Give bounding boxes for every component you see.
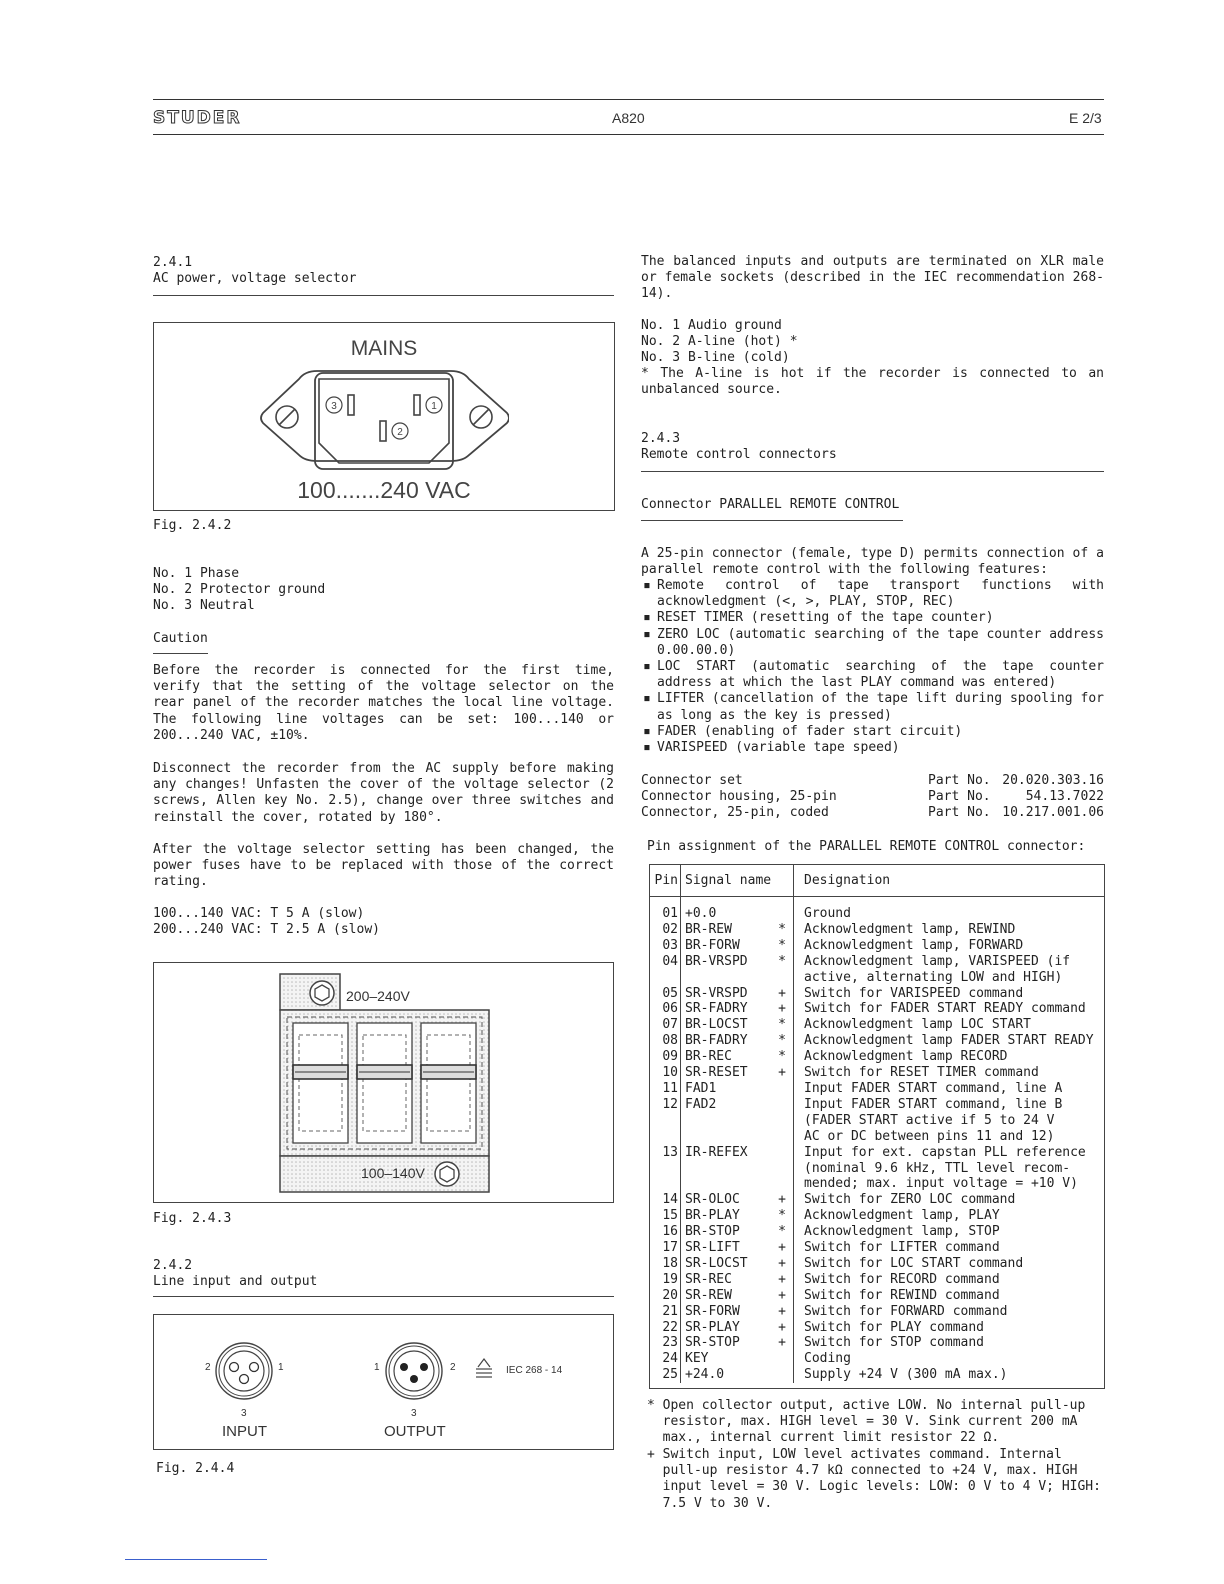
pin-designation: Switch for REWIND command — [804, 1287, 1000, 1303]
signal-name: FAD1 — [685, 1080, 717, 1096]
figure-voltage-selector — [153, 962, 614, 1203]
part-number-2: 54.13.7022 — [1025, 789, 1104, 804]
mains-label: MAINS — [350, 337, 418, 360]
pin-designation: Acknowledgment lamp LOC START — [804, 1017, 1031, 1033]
feature-text: Remote control of tape transport functions with acknowledgment (<, >, PLAY, STOP, REC) — [657, 578, 1104, 610]
output-type-mark: + — [771, 1192, 794, 1208]
pin-number: 04 — [650, 954, 681, 986]
pin-number: 10 — [650, 1065, 681, 1081]
features-intro: A 25-pin connector (female, type D) permits connection of a parallel remote control with the following features: — [641, 546, 1104, 578]
pin-number: 05 — [650, 986, 681, 1002]
pin-row — [650, 986, 1104, 1002]
output-type-mark: * — [771, 1049, 794, 1065]
pin-designation: Acknowledgment lamp, STOP — [804, 1224, 1000, 1240]
footnote-switch-input: + Switch input, LOW level activates command. Internal pull-up resistor 4.7 kΩ connected to +24 V, max. HIGH input level = 30 V. Logic levels: LOW: 0 V to 4 V; HIGH: 7.5 V to 30 V. — [647, 1447, 1101, 1511]
pin-table-title: Pin assignment of the PARALLEL REMOTE CONTROL connector: — [647, 839, 1086, 854]
xlr-pin-1: No. 1 Audio ground — [641, 318, 782, 333]
feature-item: ▪ LOC START (automatic searching of the tape counter address at which the last PLAY command was entered) — [643, 659, 1104, 691]
signal-name: SR-LIFT — [685, 1240, 740, 1256]
feature-text: RESET TIMER (resetting of the tape counter) — [657, 610, 994, 626]
pin-number: 16 — [650, 1224, 681, 1240]
pin-number: 11 — [650, 1081, 681, 1097]
pin-row — [650, 1208, 1104, 1224]
signal-name: IR-REFEX — [685, 1144, 748, 1160]
pin-row — [650, 1081, 1104, 1097]
part-name-3: Connector, 25-pin, coded — [641, 805, 829, 820]
pin-number: 12 — [650, 1097, 681, 1145]
part-number-1: 20.020.303.16 — [1002, 773, 1104, 788]
pin-designation: Switch for ZERO LOC command — [804, 1192, 1016, 1208]
feature-item: ▪ ZERO LOC (automatic searching of the tape counter address 0.00.00.0) — [643, 626, 1104, 658]
fuse-rating-1: 100...140 VAC: T 5 A (slow) — [153, 906, 365, 921]
pin-row — [650, 1001, 1104, 1017]
pin-row — [650, 1320, 1104, 1336]
pin-row — [650, 1065, 1104, 1081]
output-type-mark: + — [771, 1001, 794, 1017]
signal-name: KEY — [685, 1351, 709, 1367]
xlr-pin-3: No. 3 B-line (cold) — [641, 350, 790, 365]
input-pin-3-label: 3 — [241, 1408, 247, 1419]
pin-designation: Switch for LIFTER command — [804, 1240, 1000, 1256]
pin-number: 25 — [650, 1367, 681, 1383]
voltage-selector-drawing — [279, 973, 491, 1195]
section-title-241: AC power, voltage selector — [153, 271, 357, 286]
figure-xlr-connectors — [153, 1314, 614, 1450]
iec-inlet-drawing — [259, 365, 509, 477]
footnote-open-collector: * Open collector output, active LOW. No internal pull-up resistor, max. HIGH level = 30 V. Sink current 200 mA max., internal current limit resistor 22 Ω. — [647, 1398, 1086, 1446]
caution-paragraph-2: Disconnect the recorder from the AC supply before making any changes! Unfasten the cover of the voltage selector (2 screws, Allen key No. 2.5), change over three switches and reinstall the cover, rotated by 180°. — [153, 761, 614, 825]
pin-row — [650, 1097, 1104, 1145]
signal-name: SR-PLAY — [685, 1319, 740, 1335]
pin-row — [650, 1145, 1104, 1193]
section-number-243: 2.4.3 — [641, 431, 681, 446]
pin-designation: Switch for VARISPEED command — [804, 985, 1024, 1001]
part-label-1: Part No. — [928, 773, 991, 788]
pin-number: 23 — [650, 1335, 681, 1351]
feature-item: ▪ Remote control of tape transport functions with acknowledgment (<, >, PLAY, STOP, REC) — [643, 578, 1104, 610]
pin-row — [650, 1256, 1104, 1272]
pin-designation: Switch for FADER START READY command — [804, 1001, 1086, 1017]
output-type-mark: + — [771, 1288, 794, 1304]
pin-designation: Switch for RECORD command — [804, 1271, 1000, 1287]
output-type-mark — [771, 1367, 794, 1383]
pin-row — [650, 1351, 1104, 1367]
pin-designation: Switch for RESET TIMER command — [804, 1065, 1039, 1081]
pin-row — [650, 1033, 1104, 1049]
output-type-mark: * — [771, 922, 794, 938]
pin-designation: Input for ext. capstan PLL reference (nominal 9.6 kHz, TTL level recom- mended; max. input voltage = +10 V) — [804, 1144, 1086, 1192]
pin-number: 20 — [650, 1288, 681, 1304]
features-list — [641, 578, 1104, 756]
connector-title: Connector PARALLEL REMOTE CONTROL — [641, 497, 900, 512]
caution-title: Caution — [153, 631, 208, 646]
signal-name: SR-REW — [685, 1287, 732, 1303]
output-type-mark: + — [771, 1320, 794, 1336]
pin-row — [650, 1335, 1104, 1351]
signal-name: +24.0 — [685, 1367, 725, 1383]
pin-designation: Switch for LOC START command — [804, 1255, 1024, 1271]
pin-row — [650, 938, 1104, 954]
header-top-rule — [153, 99, 1104, 100]
pin-row — [650, 1272, 1104, 1288]
pin-number: 22 — [650, 1320, 681, 1336]
pin-designation: Switch for PLAY command — [804, 1319, 985, 1335]
pin-row — [650, 922, 1104, 938]
pin-assignment-table — [650, 865, 1104, 1383]
fig-caption-244: Fig. 2.4.4 — [156, 1461, 235, 1476]
signal-name: SR-STOP — [685, 1335, 740, 1351]
output-type-mark: * — [771, 954, 794, 986]
pin-designation: Input FADER START command, line B (FADER START active if 5 to 24 V AC or DC between pins 11 and 12) — [804, 1096, 1063, 1144]
output-type-mark: + — [771, 1256, 794, 1272]
output-type-mark — [771, 1145, 794, 1193]
input-pin-2-label: 2 — [205, 1362, 211, 1373]
fuse-rating-2: 200...240 VAC: T 2.5 A (slow) — [153, 922, 380, 937]
section-number-242: 2.4.2 — [153, 1258, 193, 1273]
mains-pin-3: No. 3 Neutral — [153, 598, 255, 613]
part-label-2: Part No. — [928, 789, 991, 804]
signal-name: SR-FADRY — [685, 1001, 748, 1017]
output-pin-3-label: 3 — [411, 1408, 417, 1419]
pin-designation: Acknowledgment lamp, PLAY — [804, 1208, 1000, 1224]
signal-name: +0.0 — [685, 906, 717, 921]
part-number-3: 10.217.001.06 — [1002, 805, 1104, 820]
iec-label: IEC 268 - 14 — [506, 1365, 563, 1376]
section-rule-242 — [153, 1296, 614, 1297]
pin-number: 19 — [650, 1272, 681, 1288]
output-type-mark: * — [771, 1208, 794, 1224]
pin-designation: Acknowledgment lamp, FORWARD — [804, 937, 1024, 953]
signal-name: SR-RESET — [685, 1065, 748, 1081]
signal-name: SR-LOCST — [685, 1255, 748, 1271]
xlr-pin-2: No. 2 A-line (hot) * — [641, 334, 798, 349]
signal-name: BR-STOP — [685, 1224, 740, 1240]
pin-row — [650, 1224, 1104, 1240]
signal-name: BR-VRSPD — [685, 953, 748, 969]
output-type-mark — [771, 1351, 794, 1367]
pin-designation: Acknowledgment lamp, VARISPEED (if active, alternating LOW and HIGH) — [804, 953, 1071, 985]
feature-text: ZERO LOC (automatic searching of the tape counter address 0.00.00.0) — [657, 626, 1104, 658]
pin-designation: Switch for FORWARD command — [804, 1303, 1008, 1319]
signal-name: SR-REC — [685, 1271, 732, 1287]
section-title-242: Line input and output — [153, 1274, 318, 1289]
pin-number: 14 — [650, 1192, 681, 1208]
pin-row — [650, 1017, 1104, 1033]
section-rule-241 — [153, 295, 614, 296]
pin-number: 13 — [650, 1145, 681, 1193]
output-type-mark: * — [771, 1224, 794, 1240]
mains-pin-1-label: 1 — [431, 401, 437, 412]
feature-text: VARISPEED (variable tape speed) — [657, 740, 900, 756]
pin-number: 15 — [650, 1208, 681, 1224]
designation-column-header: Designation — [794, 865, 1105, 897]
feature-item: ▪ VARISPEED (variable tape speed) — [643, 740, 900, 756]
page-number: E 2/3 — [1069, 110, 1102, 126]
model-name: A820 — [612, 110, 645, 126]
output-type-mark: + — [771, 1335, 794, 1351]
pin-designation: Ground — [804, 906, 851, 921]
output-label: OUTPUT — [384, 1423, 446, 1440]
part-name-1: Connector set — [641, 773, 743, 788]
section-rule-243 — [641, 471, 1104, 472]
part-name-2: Connector housing, 25-pin — [641, 789, 837, 804]
pin-row — [650, 897, 1104, 922]
feature-text: FADER (enabling of fader start circuit) — [657, 723, 963, 739]
mains-pin-2-label: 2 — [397, 427, 403, 438]
part-label-3: Part No. — [928, 805, 991, 820]
section-title-243: Remote control connectors — [641, 447, 837, 462]
footer-link-underline — [125, 1559, 267, 1560]
output-type-mark: * — [771, 938, 794, 954]
input-pin-1-label: 1 — [278, 1362, 284, 1373]
mains-pin-1: No. 1 Phase — [153, 566, 240, 581]
pin-designation: Supply +24 V (300 mA max.) — [804, 1367, 1008, 1383]
pin-number: 18 — [650, 1256, 681, 1272]
pin-number: 02 — [650, 922, 681, 938]
pin-designation: Acknowledgment lamp RECORD — [804, 1049, 1008, 1065]
pin-row — [650, 1288, 1104, 1304]
brand-logo: STUDER — [153, 108, 242, 128]
output-type-mark — [771, 1081, 794, 1097]
output-pin-1-label: 1 — [374, 1362, 380, 1373]
feature-item: ▪ RESET TIMER (resetting of the tape counter) — [643, 610, 994, 626]
input-label: INPUT — [222, 1423, 267, 1440]
connector-title-underline — [641, 520, 903, 521]
output-type-mark: + — [771, 1304, 794, 1320]
section-number-241: 2.4.1 — [153, 255, 193, 270]
pin-row — [650, 1049, 1104, 1065]
pin-table-header-row — [650, 865, 1104, 897]
signal-name: BR-PLAY — [685, 1208, 740, 1224]
selector-label-100-140: 100–140V — [361, 1165, 425, 1181]
pin-designation: Acknowledgment lamp, REWIND — [804, 921, 1016, 937]
pin-column-header: Pin — [650, 865, 681, 897]
signal-name: BR-FADRY — [685, 1033, 748, 1049]
output-type-mark: * — [771, 1033, 794, 1049]
output-type-mark: + — [771, 986, 794, 1002]
caution-paragraph-1: Before the recorder is connected for the first time, verify that the setting of the voltage selector on the rear panel of the recorder matches the local line voltage. The following line voltages can be set: 100...140 or 200...240 VAC, ±10%. — [153, 663, 614, 743]
pin-number: 03 — [650, 938, 681, 954]
xlr-intro: The balanced inputs and outputs are terminated on XLR male or female sockets (described in the IEC recommendation 268-14). — [641, 254, 1104, 302]
fig-caption-243: Fig. 2.4.3 — [153, 1211, 232, 1226]
output-type-mark — [771, 897, 794, 922]
caution-underline — [153, 653, 208, 654]
feature-item: ▪ FADER (enabling of fader start circuit) — [643, 723, 963, 739]
pin-number: 08 — [650, 1033, 681, 1049]
caution-paragraph-3: After the voltage selector setting has been changed, the power fuses have to be replaced with those of the correct rating. — [153, 842, 614, 890]
signal-name: BR-REW — [685, 921, 732, 937]
fig-caption-242: Fig. 2.4.2 — [153, 518, 232, 533]
pin-number: 07 — [650, 1017, 681, 1033]
output-type-mark: + — [771, 1272, 794, 1288]
pin-number: 06 — [650, 1001, 681, 1017]
output-type-mark: * — [771, 1017, 794, 1033]
mains-pin-2: No. 2 Protector ground — [153, 582, 326, 597]
pin-number: 09 — [650, 1049, 681, 1065]
pin-row — [650, 1240, 1104, 1256]
signal-name: FAD2 — [685, 1096, 717, 1112]
signal-name: SR-FORW — [685, 1303, 740, 1319]
figure-mains-socket — [153, 322, 615, 511]
voltage-range-label: 100.......240 VAC — [297, 477, 471, 503]
pin-designation: Acknowledgment lamp FADER START READY — [804, 1033, 1094, 1049]
pin-designation: Coding — [804, 1351, 851, 1367]
output-type-mark: + — [771, 1065, 794, 1081]
output-type-mark — [771, 1097, 794, 1145]
pin-number: 21 — [650, 1304, 681, 1320]
signal-name: BR-LOCST — [685, 1017, 748, 1033]
feature-text: LOC START (automatic searching of the tape counter address at which the last PLAY command was entered) — [657, 659, 1104, 691]
pin-row — [650, 1304, 1104, 1320]
signal-name: SR-VRSPD — [685, 985, 748, 1001]
signal-name: SR-OLOC — [685, 1192, 740, 1208]
header-bottom-rule — [153, 134, 1104, 135]
feature-text: LIFTER (cancellation of the tape lift during spooling for as long as the key is pressed) — [657, 691, 1104, 723]
pin-number: 24 — [650, 1351, 681, 1367]
mains-pin-3-label: 3 — [331, 401, 337, 412]
signal-column-header: Signal name — [681, 865, 794, 897]
pin-row — [650, 954, 1104, 986]
pin-number: 17 — [650, 1240, 681, 1256]
output-pin-2-label: 2 — [450, 1362, 456, 1373]
xlr-note: * The A-line is hot if the recorder is connected to an unbalanced source. — [641, 366, 1104, 398]
signal-name: BR-REC — [685, 1049, 732, 1065]
pin-designation: Switch for STOP command — [804, 1335, 985, 1351]
selector-label-200-240: 200–240V — [346, 988, 410, 1004]
pin-number: 01 — [650, 897, 681, 922]
pin-designation: Input FADER START command, line A — [804, 1080, 1063, 1096]
output-type-mark: + — [771, 1240, 794, 1256]
signal-name: BR-FORW — [685, 937, 740, 953]
pin-row — [650, 1367, 1104, 1383]
feature-item: ▪ LIFTER (cancellation of the tape lift during spooling for as long as the key is pressed) — [643, 691, 1104, 723]
pin-row — [650, 1192, 1104, 1208]
